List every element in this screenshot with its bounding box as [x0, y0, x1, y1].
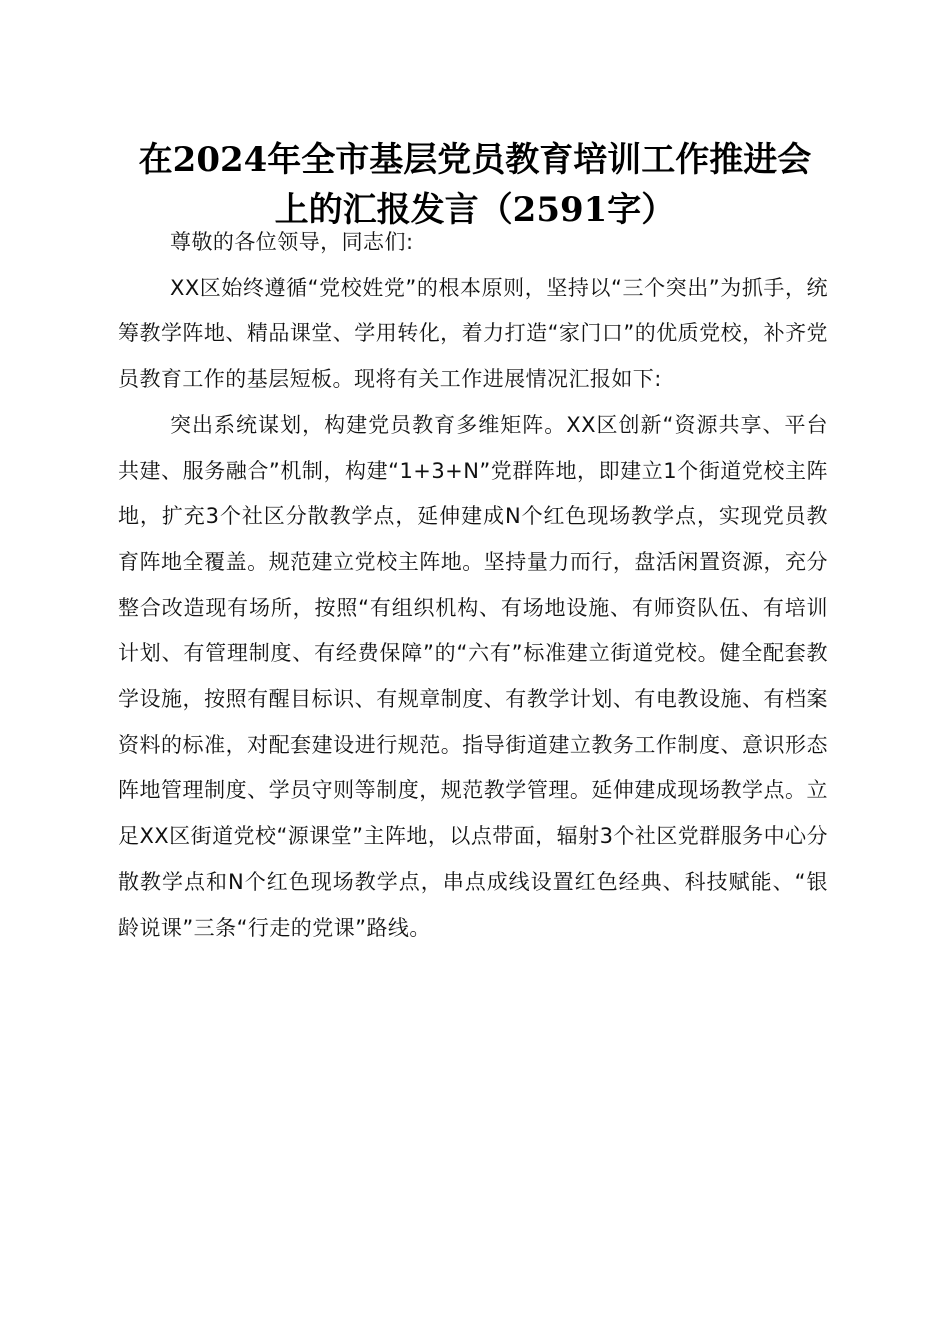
title-line-2: 上的汇报发言（2591字） — [274, 190, 676, 230]
title-line-1: 在2024年全市基层党员教育培训工作推进会 — [138, 140, 812, 180]
document-body — [118, 220, 828, 951]
body-paragraph: 突出系统谋划，构建党员教育多维矩阵。XX区创新“资源共享、平台共建、服务融合”机制，构建“1+3+N”党群阵地，即建立1个街道党校主阵地，扩充3个社区分散教学点，延伸建成N个红色现场教学点，实现党员教育阵地全覆盖。规范建立党校主阵地。坚持量力而行，盘活闲置资源，充分整合改造现有场所，按照“有组织机构、有场地设施、有师资队伍、有培训计划、有管理制度、有经费保障”的“六有”标准建立街道党校。健全配套教学设施，按照有醒目标识、有规章制度、有教学计划、有电教设施、有档案资料的标准，对配套建设进行规范。指导街道建立教务工作制度、意识形态阵地管理制度、学员守则等制度，规范教学管理。延伸建成现场教学点。立足XX区街道党校“源课堂”主阵地，以点带面，辐射3个社区党群服务中心分散教学点和N个红色现场教学点，串点成线设置红色经典、科技赋能、“银龄说课”三条“行走的党课”路线。 — [118, 412, 828, 940]
salutation: 尊敬的各位领导，同志们: — [170, 230, 414, 254]
intro-paragraph: XX区始终遵循“党校姓党”的根本原则，坚持以“三个突出”为抓手，统筹教学阵地、精品课堂、学用转化，着力打造“家门口”的优质党校，补齐党员教育工作的基层短板。现将有关工作进展情况汇报如下: — [118, 275, 828, 392]
